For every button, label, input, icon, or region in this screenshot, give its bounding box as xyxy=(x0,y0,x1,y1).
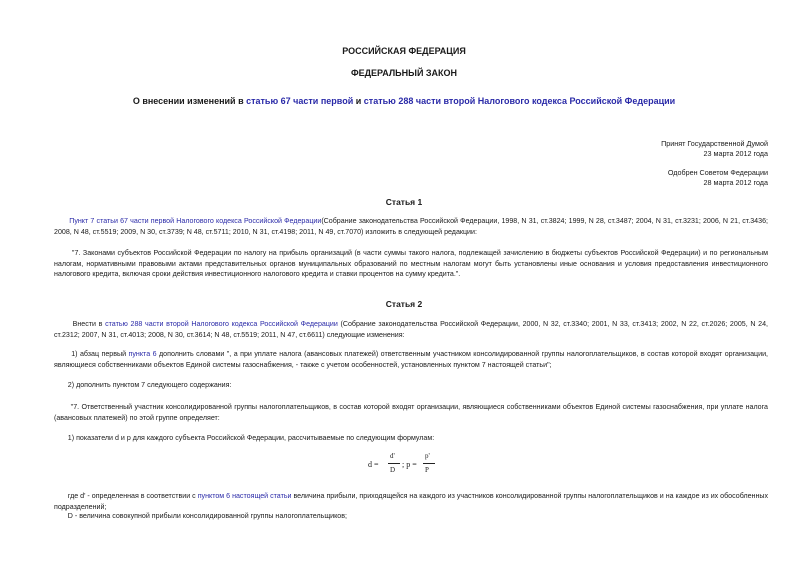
formula-frac2-den: P xyxy=(425,466,429,474)
def-text: величина прибыли, приходящейся на каждого из участников консолидированной группы налогоплательщиков и на каждое из их обособленных подразделений; xyxy=(54,492,769,511)
duma-line1: Принят Государственной Думой xyxy=(661,139,768,148)
def-link[interactable]: пунктом 6 настоящей статьи xyxy=(197,492,292,500)
law-type-heading: ФЕДЕРАЛЬНЫЙ ЗАКОН xyxy=(350,68,458,78)
council-adoption xyxy=(668,168,768,188)
formula-mult: ; p = xyxy=(402,460,417,469)
article2-item2 xyxy=(54,380,768,391)
article2-intro xyxy=(54,319,768,340)
article1-quote-block xyxy=(54,248,768,280)
definition-d-prime xyxy=(54,491,768,512)
formula xyxy=(368,452,448,480)
article1-intro xyxy=(54,216,768,237)
item1-pre: 1) абзац первый xyxy=(71,350,129,358)
title-link-article-288[interactable]: статью 288 части второй Налогового кодекса Российской Федерации xyxy=(363,96,676,106)
law-title xyxy=(54,96,754,106)
definition-d xyxy=(54,511,768,522)
formula-frac2-num: p' xyxy=(425,452,430,460)
formula-left: d = xyxy=(368,460,379,469)
formula-frac1-den: D xyxy=(390,466,396,474)
council-line2: 28 марта 2012 года xyxy=(703,178,768,187)
sub1-text: 1) показатели d и p для каждого субъекта Российской Федерации, рассчитываемые по следующим формулам: xyxy=(67,434,435,442)
duma-line2: 23 марта 2012 года xyxy=(703,149,768,158)
article2-quote7 xyxy=(54,402,768,423)
title-mid: и xyxy=(353,96,364,106)
quote7-text: "7. Ответственный участник консолидированной группы налогоплательщиков, в состав которой входят организации, являющиеся собственниками объектов Единой системы газоснабжения, при уплате налога (авансовых платежей) по этой группе определяет: xyxy=(54,403,769,422)
article2-intro-text: (Собрание законодательства Российской Федерации, 2000, N 32, ст.3340; 2001, N 33, ст.3413; 2002, N 22, ст.2026; 2005, N 24, ст.2312; 2007, N 31, ст.4013; 2008, N 30, ст.3614; N 48, ст.5519; 2011, N 47, ст.6611) следующие изменения: xyxy=(54,320,768,339)
def2-text: D - величина совокупной прибыли консолидированной группы налогоплательщиков; xyxy=(67,512,347,520)
item2-text: 2) дополнить пунктом 7 следующего содержания: xyxy=(67,381,232,389)
item1-text: дополнить словами ", а при уплате налога (авансовых платежей) ответственным участником консолидированной группы налогоплательщиков, в состав которой входят организации, являющиеся собственниками объектов Единой системы газоснабжения, - также с учетом особенностей, установленных пунктом 7 настоящей статьи"; xyxy=(54,350,768,369)
title-prefix: О внесении изменений в xyxy=(132,96,247,106)
article2-sub1 xyxy=(54,433,768,444)
article2-intro-pre: Внести в xyxy=(72,320,106,328)
item1-link[interactable]: пункта 6 xyxy=(128,350,157,358)
country-heading: РОССИЙСКАЯ ФЕДЕРАЦИЯ xyxy=(342,46,466,56)
formula-frac2-line xyxy=(423,463,435,464)
title-link-article-67[interactable]: статью 67 части первой xyxy=(246,96,354,106)
article1-quote: "7. Законами субъектов Российской Федерации по налогу на прибыль организаций (в части суммы такого налога, подлежащей зачислению в бюджеты субъектов Российской Федерации) и по региональным налогам, нормативными правовыми актами представительных органов муниципальных образований по местным налогам могут быть установлены иные основания и условия предоставления инвестиционного налогового кредита, включая сроки действия инвестиционного налогового кредита и ставки процентов на сумму кредита.". xyxy=(54,249,768,278)
article2-intro-link[interactable]: статью 288 части второй Налогового кодекса Российской Федерации xyxy=(105,320,338,328)
duma-adoption xyxy=(661,139,768,159)
formula-frac1-num: d' xyxy=(390,452,395,460)
article2-item1 xyxy=(54,349,768,370)
council-line1: Одобрен Советом Федерации xyxy=(667,168,768,177)
article1-intro-text: (Собрание законодательства Российской Федерации, 1998, N 31, ст.3824; 1999, N 28, ст.3487; 2004, N 31, ст.3231; 2006, N 21, ст.3436; 2008, N 48, ст.5519; 2009, N 30, ст.3739; N 48, ст.5711; 2010, N 31, ст.4198; 2011, N 49, ст.7070) изложить в следующей редакции: xyxy=(54,217,768,236)
formula-frac1-line xyxy=(388,463,400,464)
def-pre: где d' - определенная в соответствии с xyxy=(67,492,198,500)
article1-intro-link[interactable]: Пункт 7 статьи 67 части первой Налогового кодекса Российской Федерации xyxy=(69,217,322,225)
article1-heading: Статья 1 xyxy=(385,197,423,207)
article2-heading: Статья 2 xyxy=(385,299,423,309)
